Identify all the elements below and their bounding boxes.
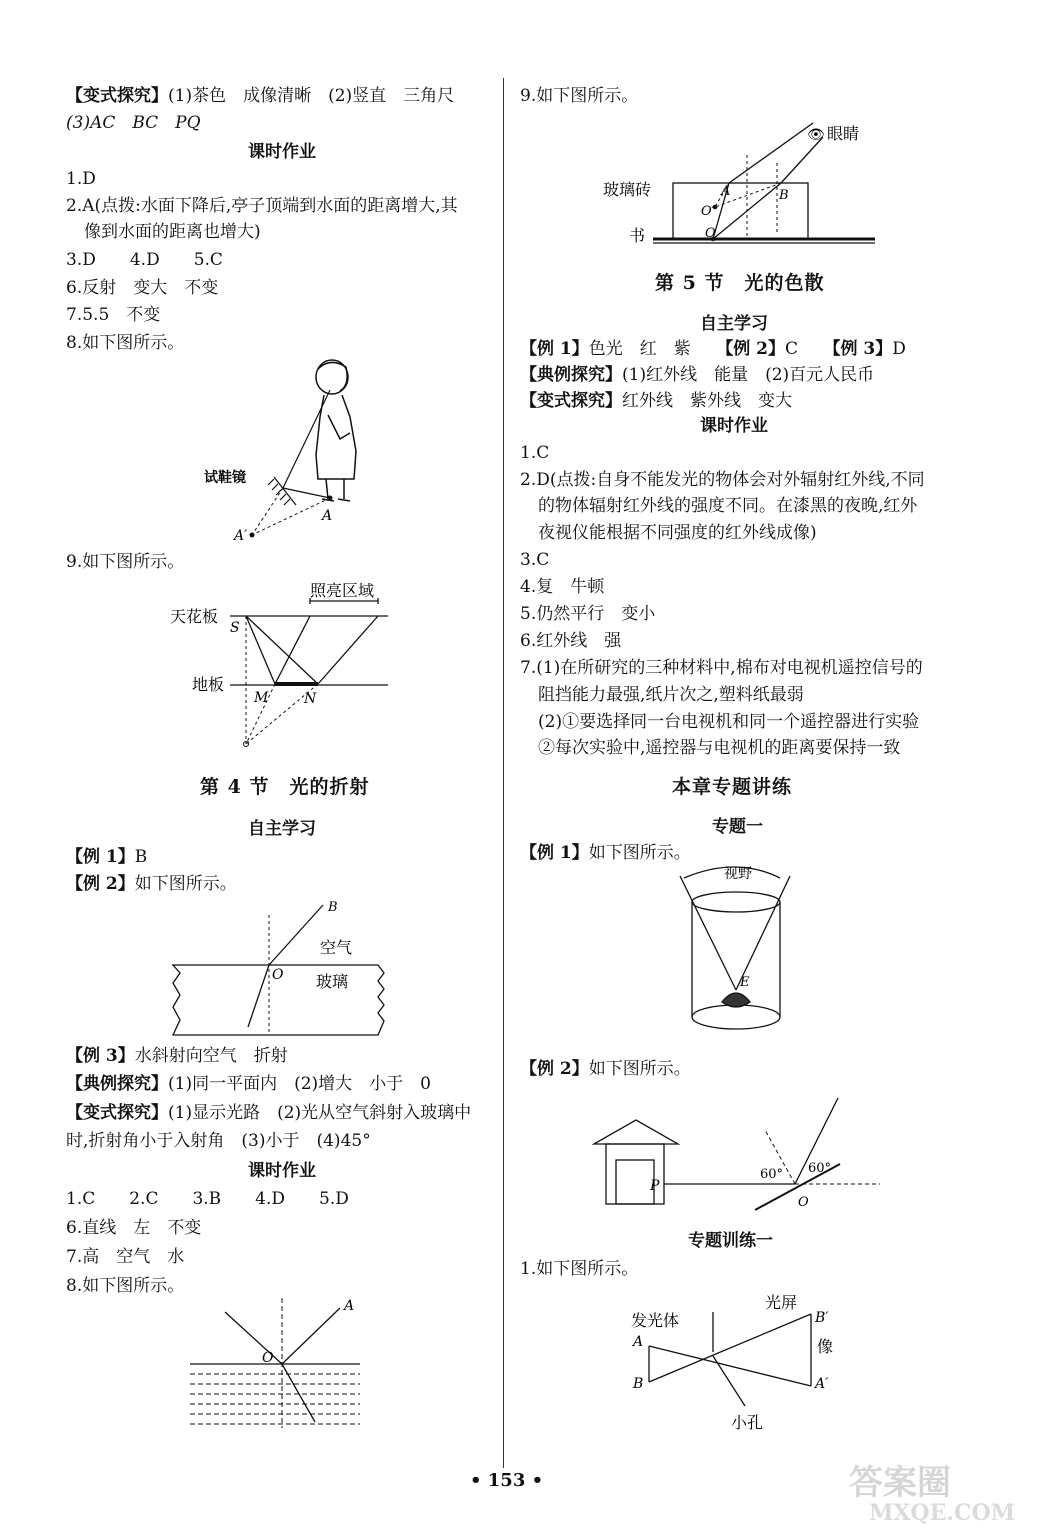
answer-line: 5.仍然平行 变小 (520, 604, 656, 624)
answer-line: 2.D(点拨:自身不能发光的物体会对外辐射红外线,不同 (520, 470, 925, 490)
typical-explore (66, 1073, 431, 1095)
column-divider (503, 78, 504, 1468)
answer-line: 9.如下图所示。 (66, 552, 185, 572)
page-number: • 153 • (470, 1470, 544, 1491)
label-air: 空气 (320, 938, 353, 957)
label-B: B (328, 900, 338, 915)
label-example: 【例 2】 (724, 339, 785, 359)
answer-text: D (892, 339, 906, 359)
answer-line: 1.如下图所示。 (520, 1259, 639, 1279)
label-example: 【例 2】 (520, 1059, 589, 1079)
example-3 (66, 1045, 288, 1067)
label-view: 视野 (724, 866, 752, 882)
label-variant-explore: 【变式探究】 (66, 86, 168, 106)
label-O-prime: O′ (701, 204, 715, 219)
label-lit-area: 照亮区域 (310, 581, 375, 600)
label-E: E (740, 975, 750, 990)
section-title-4: 第 4 节 光的折射 (200, 776, 370, 798)
answer-text: (1)同一平面内 (2)增大 小于 0 (168, 1074, 431, 1094)
answer-line: 3.C (520, 550, 550, 570)
answer-line: ②每次实验中,遥控器与电视机的距离要保持一致 (538, 738, 901, 758)
label-variant-explore: 【变式探究】 (66, 1103, 168, 1123)
answer-line: 6.红外线 强 (520, 631, 622, 651)
answer-line: 6.直线 左 不变 (66, 1218, 202, 1238)
example-2 (66, 873, 237, 895)
label-O: O (272, 967, 284, 983)
glass-brick-diagram (595, 115, 885, 255)
label-variant-explore: 【变式探究】 (520, 391, 622, 411)
eye-icon: 👁 (807, 127, 825, 143)
answer-text: 如下图所示。 (588, 843, 691, 863)
answer-text: 红外线 紫外线 变大 (622, 391, 792, 411)
variant-explore (520, 390, 792, 412)
section-heading: 专题一 (712, 817, 763, 837)
label-B-prime: B′ (815, 1310, 829, 1326)
answer-text: 水斜射向空气 折射 (134, 1046, 288, 1066)
answer-line: 2.A(点拨:水面下降后,亭子顶端到水面的距离增大,其 (66, 196, 458, 216)
label-example: 【例 2】 (66, 874, 135, 894)
label-60-b: 60° (808, 1161, 832, 1176)
label-glass: 玻璃 (316, 972, 349, 991)
answer-text: C (785, 339, 833, 359)
answer-line: 阻挡能力最强,纸片次之,塑料纸最弱 (538, 685, 804, 705)
label-O: O (262, 1350, 274, 1366)
section-heading: 专题训练一 (688, 1231, 773, 1251)
answer-line: 像到水面的距离也增大) (84, 222, 261, 242)
ceiling-floor-diagram (170, 580, 400, 750)
label-example: 【例 1】 (520, 843, 589, 863)
label-light-source: 发光体 (631, 1311, 680, 1330)
label-example: 【例 1】 (520, 339, 589, 359)
label-ceiling: 天花板 (170, 607, 219, 626)
label-A: A (322, 508, 333, 524)
answer-line: 4.复 牛顿 (520, 577, 605, 597)
refraction-water-diagram (190, 1298, 370, 1438)
example-1 (66, 846, 147, 868)
label-example: 【例 3】 (832, 339, 893, 359)
label-typical-explore: 【典例探究】 (520, 365, 622, 385)
label-example: 【例 1】 (66, 847, 135, 867)
label-O: O (798, 1195, 809, 1210)
answer-line: 1.D (66, 169, 96, 189)
answer-line: 时,折射角小于入射角 (3)小于 (4)45° (66, 1131, 371, 1151)
label-screen: 光屏 (765, 1293, 798, 1312)
label-pinhole: 小孔 (731, 1413, 764, 1432)
answer-line: 7.(1)在所研究的三种材料中,棉布对电视机遥控信号的 (520, 658, 923, 678)
answer-line: 1.C (520, 443, 550, 463)
label-book: 书 (629, 226, 646, 245)
answer-line: (2)①要选择同一台电视机和同一个遥控器进行实验 (538, 712, 920, 732)
section-title-5: 第 5 节 光的色散 (655, 272, 825, 294)
answer-line: 6.反射 变大 不变 (66, 278, 219, 298)
section-heading: 课时作业 (700, 416, 768, 436)
label-floor: 地板 (192, 675, 225, 694)
variant-explore (66, 1102, 471, 1124)
watermark-text: 答案圈 (849, 1463, 951, 1503)
typical-explore (520, 364, 874, 386)
label-B: B (633, 1376, 644, 1392)
label-shoe-mirror: 试鞋镜 (204, 470, 246, 486)
answer-line: 的物体辐射红外线的强度不同。在漆黑的夜晚,红外 (538, 496, 918, 516)
answer-line: 8.如下图所示。 (66, 1276, 185, 1296)
label-image: 像 (817, 1337, 834, 1356)
label-A-prime: A′ (815, 1376, 829, 1392)
section-heading: 自主学习 (248, 819, 316, 839)
watermark-logo (839, 1456, 1029, 1526)
answer-line: 8.如下图所示。 (66, 333, 185, 353)
label-S: S (230, 620, 240, 636)
house-mirror-diagram (590, 1090, 890, 1220)
label-eye: 眼睛 (827, 124, 860, 143)
answer-line: 1.C 2.C 3.B 4.D 5.D (66, 1189, 349, 1209)
answer-line: 7.高 空气 水 (66, 1247, 185, 1267)
label-A-prime: A′ (234, 528, 248, 544)
section-heading: 课时作业 (248, 142, 316, 162)
answer-line: 3.D 4.D 5.C (66, 250, 223, 270)
label-60-a: 60° (760, 1167, 784, 1182)
label-typical-explore: 【典例探究】 (66, 1074, 168, 1094)
answer-line: 夜视仪能根据不同强度的红外线成像) (538, 523, 817, 543)
answer-line: (3)AC BC PQ (66, 113, 201, 133)
refraction-glass-diagram (168, 895, 398, 1045)
variant-explore-line (66, 85, 454, 107)
section-heading: 课时作业 (248, 1161, 316, 1181)
answer-text: B (134, 847, 148, 867)
answer-text: 色光 红 紫 (588, 339, 725, 359)
chapter-topics-title: 本章专题讲练 (672, 776, 793, 798)
label-A: A (721, 184, 731, 199)
label-A: A (633, 1334, 644, 1350)
pinhole-diagram (615, 1290, 855, 1440)
answer-line: 9.如下图所示。 (520, 86, 639, 106)
label-N: N (304, 691, 317, 707)
answer-line: 7.5.5 不变 (66, 305, 161, 325)
answer-text: (1)显示光路 (2)光从空气斜射入玻璃中 (168, 1103, 472, 1123)
label-A: A (344, 1298, 355, 1314)
frog-well-diagram (670, 862, 810, 1042)
section-heading: 自主学习 (700, 314, 768, 334)
answer-text: 如下图所示。 (134, 874, 237, 894)
watermark-url: MXQE.COM (869, 1500, 1016, 1526)
label-M: M (254, 690, 269, 706)
answer-text: (1)红外线 能量 (2)百元人民币 (622, 365, 875, 385)
examples-line (520, 338, 906, 360)
label-O: O (705, 226, 716, 241)
label-P: P (650, 1178, 660, 1194)
shoe-mirror-diagram (190, 355, 390, 545)
label-glass-brick: 玻璃砖 (603, 180, 652, 199)
answer-text: (1)茶色 成像清晰 (2)竖直 三角尺 (168, 86, 455, 106)
topic-example-1 (520, 842, 691, 864)
label-B: B (779, 188, 789, 203)
answer-text: 如下图所示。 (588, 1059, 691, 1079)
label-example: 【例 3】 (66, 1046, 135, 1066)
topic-example-2 (520, 1058, 691, 1080)
